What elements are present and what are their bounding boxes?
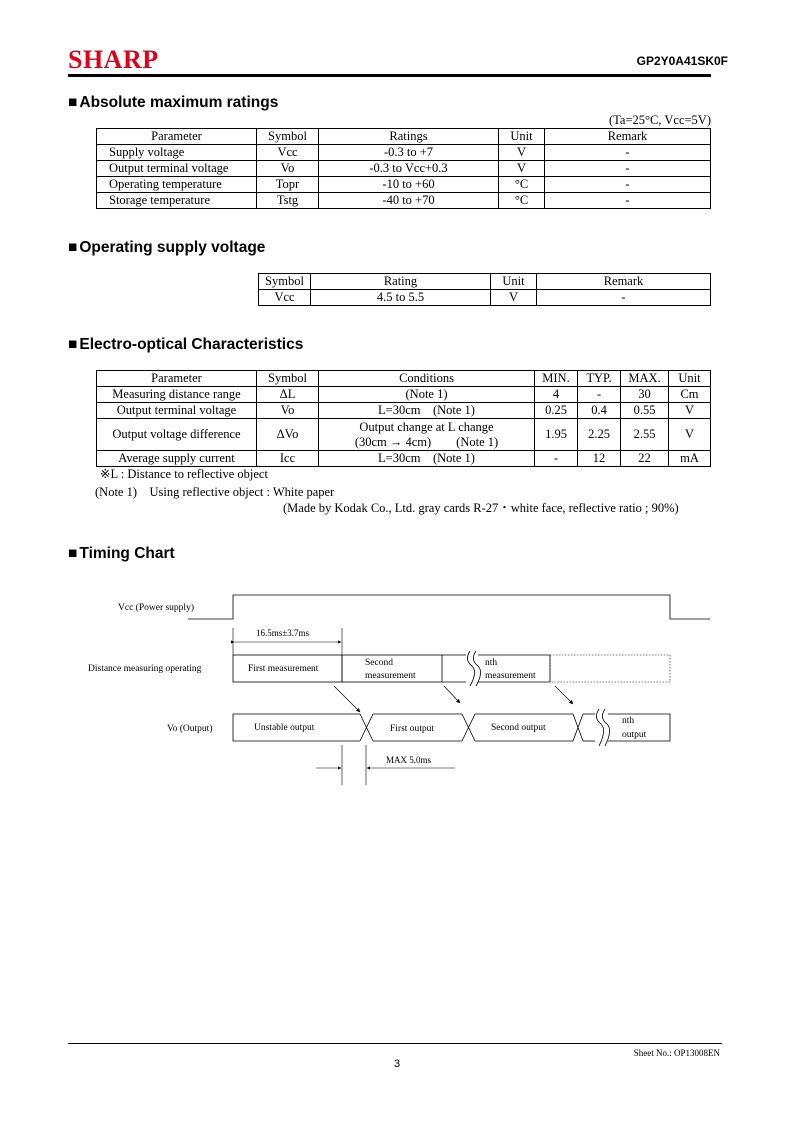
table-cell: 1.95 [535,419,578,451]
second-meas-label-1: Second [365,658,393,668]
table-cell: ΔL [257,387,319,403]
table-cell: - [545,161,711,177]
table-row [97,161,711,177]
table-header-row [97,129,711,145]
arrow-2 [444,686,460,703]
header-cell: MIN. [535,371,578,387]
arrow-3 [555,686,573,704]
table-cell: 2.55 [621,419,669,451]
t1-label: 16.5ms±3.7ms [256,628,309,638]
timing-chart [0,580,794,800]
table-cell: V [669,403,711,419]
amr-table [96,128,711,209]
table-cell: Vo [257,403,319,419]
next-measurement-box [550,655,670,682]
table-cell: Cm [669,387,711,403]
table-cell: - [537,290,711,306]
table-cell: - [545,177,711,193]
second-out-label: Second output [491,723,546,733]
header-cell: TYP. [578,371,621,387]
table-header-row [97,371,711,387]
note-1-detail: (Made by Kodak Co., Ltd. gray cards R-27・white face, reflective ratio ; 90%) [283,501,679,515]
table-cell: L=30cm (Note 1) [319,403,535,419]
header-cell: Ratings [319,129,499,145]
table-header-row [259,274,711,290]
table-cell: V [491,290,537,306]
header-cell: Rating [311,274,491,290]
nth-out-label-1: nth [622,716,635,726]
table-row [97,177,711,193]
table-cell: 2.25 [578,419,621,451]
table-cell: Measuring distance range [97,387,257,403]
table-cell: Average supply current [97,451,257,467]
unstable-label: Unstable output [254,723,315,733]
table-cell: Vo [257,161,319,177]
table-cell: Output voltage difference [97,419,257,451]
header-cell: Remark [545,129,711,145]
table-row [97,419,711,451]
header-cell: MAX. [621,371,669,387]
table-cell: Vcc [257,145,319,161]
eoc-table [96,370,711,467]
table-cell: (Note 1) [319,387,535,403]
table-cell: Tstg [257,193,319,209]
table-cell: -0.3 to Vcc+0.3 [319,161,499,177]
header-cell: Conditions [319,371,535,387]
table-row [97,451,711,467]
table-cell: 0.4 [578,403,621,419]
table-cell: 4 [535,387,578,403]
header-cell: Parameter [97,371,257,387]
table-cell: °C [499,177,545,193]
sharp-logo [68,44,208,74]
table-cell: mA [669,451,711,467]
footer-rule [68,1043,722,1044]
page-number: 3 [394,1058,401,1070]
table-cell: - [545,145,711,161]
table-cell: L=30cm (Note 1) [319,451,535,467]
nth-meas-label-2: measurement [485,671,536,681]
table-row [97,387,711,403]
table-cell: Topr [257,177,319,193]
arrow-1 [334,686,360,712]
logo-text: SHARP [68,45,159,74]
table-cell: - [535,451,578,467]
vcc-label: Vcc (Power supply) [118,603,194,613]
note-1: (Note 1) Using reflective object : White paper [95,485,335,499]
dmo-label: Distance measuring operating [88,664,202,674]
transition-3 [573,714,583,741]
header-cell: Remark [537,274,711,290]
section-title-amr: ■ Absolute maximum ratings [68,94,279,111]
note-distance: ※L : Distance to reflective object [100,467,268,481]
table-cell: Icc [257,451,319,467]
header-cell: Symbol [257,371,319,387]
header-cell: Unit [491,274,537,290]
table-cell: °C [499,193,545,209]
nth-out-label-2: output [622,730,647,740]
table-cell: 0.25 [535,403,578,419]
break-mark [473,651,480,686]
table-cell: 30 [621,387,669,403]
table-cell: V [499,145,545,161]
osv-table [258,273,711,306]
max-label: MAX 5.0ms [386,755,432,765]
table-cell: Output terminal voltage [97,403,257,419]
condition-line: Output change at L change [359,419,494,434]
table-cell: 12 [578,451,621,467]
table-cell: V [499,161,545,177]
table-row [97,193,711,209]
section-title-osv: ■ Operating supply voltage [68,239,266,256]
document-number: GP2Y0A41SK0F [636,54,728,68]
header-cell: Symbol [257,129,319,145]
table-row [97,403,711,419]
sheet-number: Sheet No.: OP13008EN [633,1048,720,1058]
table-cell: 4.5 to 5.5 [311,290,491,306]
table-cell: Vcc [259,290,311,306]
table-cell: - [578,387,621,403]
table-cell: Operating temperature [97,177,257,193]
first-out-label: First output [390,724,435,734]
table-cell: Supply voltage [97,145,257,161]
table-cell: -0.3 to +7 [319,145,499,161]
section-title-timing: ■ Timing Chart [68,545,175,562]
second-meas-label-2: measurement [365,671,416,681]
nth-meas-label-1: nth [485,658,498,668]
header-cell: Parameter [97,129,257,145]
table-cell: 22 [621,451,669,467]
table-cell: Storage temperature [97,193,257,209]
amr-condition: (Ta=25°C, Vcc=5V) [609,113,711,127]
table-cell: -10 to +60 [319,177,499,193]
table-cell: V [669,419,711,451]
table-cell: 0.55 [621,403,669,419]
vo-label: Vo (Output) [167,724,213,734]
table-cell: - [545,193,711,209]
table-cell: Output terminal voltage [97,161,257,177]
table-cell: ΔVo [257,419,319,451]
header-rule [68,74,711,77]
table-cell: -40 to +70 [319,193,499,209]
transition-1 [360,714,373,741]
table-row [259,290,711,306]
table-cell [319,419,535,451]
table-row [97,145,711,161]
condition-line: (30cm → 4cm) (Note 1) [354,434,499,449]
header-cell: Unit [669,371,711,387]
header-cell: Unit [499,129,545,145]
section-title-eoc: ■ Electro-optical Characteristics [68,336,304,353]
transition-2 [462,714,475,741]
first-meas-label: First measurement [248,664,319,674]
header-cell: Symbol [259,274,311,290]
vcc-waveform [188,595,710,619]
